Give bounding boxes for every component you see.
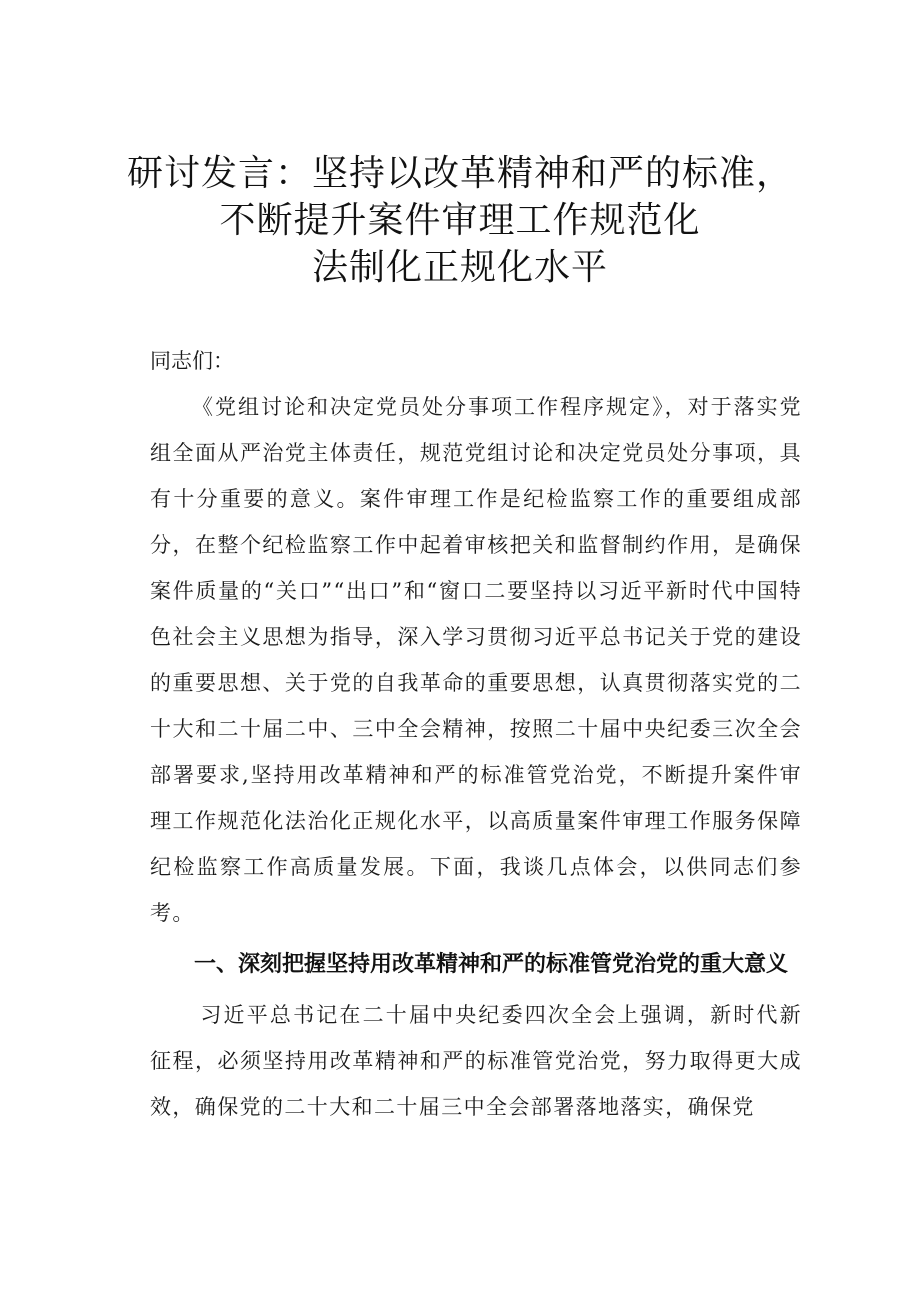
- document-title: [120, 150, 800, 291]
- document-body: [150, 338, 802, 1130]
- paragraph-intro: 《党组讨论和决定党员处分事项工作程序规定》，对于落实党组全面从严治党主体责任，规范党组讨论和决定党员处分事项，具有十分重要的意义。案件审理工作是纪检监察工作的重要组成部分，在整个纪检监察工作中起着审核把关和监督制约作用，是确保案件质量的“关口”“出口”和“窗口二要坚持以习近平新时代中国特色社会主义思想为指导，深入学习贯彻习近平总书记关于党的建设的重要思想、关于党的自我革命的重要思想，认真贯彻落实党的二十大和二十届二中、三中全会精神，按照二十届中央纪委三次全会部署要求,坚持用改革精神和严的标准管党治党，不断提升案件审理工作规范化法治化正规化水平，以高质量案件审理工作服务保障纪检监察工作高质量发展。下面，我谈几点体会，以供同志们参考。: [150, 395, 802, 925]
- greeting: 同志们：: [150, 349, 234, 373]
- section-heading-1: 一、深刻把握坚持用改革精神和严的标准管党治党的重大意义: [194, 952, 789, 977]
- paragraph-section-1: 习近平总书记在二十届中央纪委四次全会上强调，新时代新征程，必须坚持用改革精神和严的标准管党治党，努力取得更大成效，确保党的二十大和二十届三中全会部署落地落实，确保党: [150, 1003, 802, 1119]
- title-line-3: 法制化正规化水平: [311, 247, 608, 288]
- title-line-2: 不断提升案件审理工作规范化: [219, 200, 701, 241]
- title-line-1: 研讨发言：坚持以改革精神和严的标准，: [126, 153, 793, 194]
